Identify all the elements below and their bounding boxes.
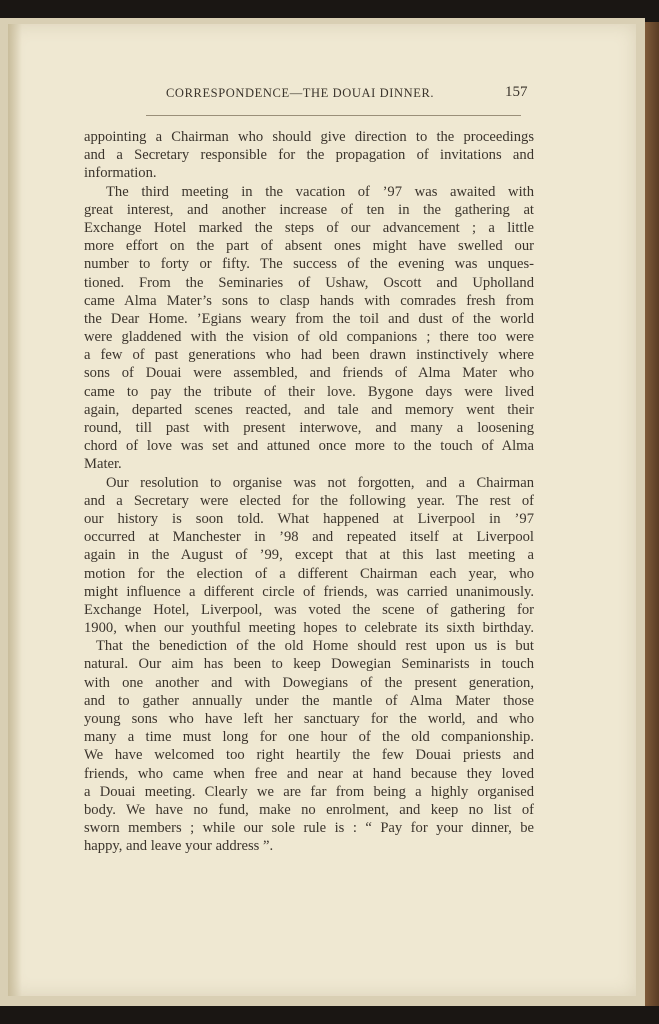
text-line: occurred at Manchester in ’98 and repeated itself at Liverpool — [84, 529, 534, 546]
text-line: a Douai meeting. Clearly we are far from being a highly organised — [84, 783, 534, 800]
text-line: happy, and leave your address ”. — [84, 838, 274, 855]
text-line: more effort on the part of absent ones might have swelled our — [84, 238, 534, 255]
text-line: our history is soon told. What happened at Liverpool in ’97 — [84, 510, 534, 527]
text-line: sons of Douai were assembled, and friends of Alma Mater who — [84, 365, 534, 382]
text-line: chord of love was set and attuned once more to the touch of Alma — [84, 438, 534, 455]
paragraph-start-line: That the benediction of the old Home should rest upon us is but — [96, 638, 534, 655]
text-line: and a Secretary responsible for the propagation of invitations and — [84, 147, 534, 164]
text-line: were gladdened with the vision of old companions ; there too were — [84, 329, 534, 346]
paragraph-start-line: The third meeting in the vacation of ’97 was awaited with — [106, 183, 534, 200]
text-line: We have welcomed too right heartily the few Douai priests and — [84, 747, 534, 764]
body-text — [84, 128, 534, 856]
text-line: number to forty or fifty. The success of the evening was unques- — [84, 256, 534, 273]
text-line: a few of past generations who had been drawn instinctively where — [84, 347, 534, 364]
text-line: 1900, when our youthful meeting hopes to celebrate its sixth birthday. — [84, 620, 534, 637]
text-line: many a time must long for one hour of the old companionship. — [84, 729, 534, 746]
text-line: Mater. — [84, 456, 122, 473]
page-gutter — [8, 24, 22, 996]
text-line: young sons who have left her sanctuary for the world, and who — [84, 711, 534, 727]
text-line: body. We have no fund, make no enrolment, and keep no list of — [84, 801, 534, 818]
text-line: information. — [84, 165, 157, 182]
text-line: sworn members ; while our sole rule is : “ Pay for your dinner, be — [84, 820, 534, 837]
text-line: great interest, and another increase of ten in the gathering at — [84, 201, 534, 218]
text-line: Exchange Hotel marked the steps of our advancement ; a little — [84, 219, 534, 236]
text-line: might influence a different circle of friends, was carried unanimously. — [84, 583, 534, 600]
header-rule — [146, 115, 521, 116]
text-line: the Dear Home. ’Egians weary from the toil and dust of the world — [84, 310, 534, 327]
text-line: came to pay the tribute of their love. Bygone days were lived — [84, 383, 534, 400]
text-line: and to gather annually under the mantle of Alma Mater those — [84, 692, 534, 709]
text-line: friends, who came when free and near at hand because they loved — [84, 765, 534, 782]
paragraph-start-line: Our resolution to organise was not forgotten, and a Chairman — [106, 474, 534, 491]
text-line: motion for the election of a different Chairman each year, who — [84, 565, 534, 582]
text-line: appointing a Chairman who should give direction to the proceedings — [84, 129, 534, 145]
page-number: 157 — [505, 84, 528, 100]
text-line: again, departed scenes reacted, and tale and memory went their — [84, 401, 534, 418]
text-line: came Alma Mater’s sons to clasp hands with comrades fresh from — [84, 292, 534, 309]
text-line: and a Secretary were elected for the following year. The rest of — [84, 492, 534, 509]
text-line: round, till past with present interwove, and many a loosening — [84, 420, 534, 436]
text-line: Exchange Hotel, Liverpool, was voted the scene of gathering for — [84, 601, 534, 618]
text-line: with one another and with Dowegians of the present generation, — [84, 674, 534, 691]
running-head-title: CORRESPONDENCE—THE DOUAI DINNER. — [166, 86, 435, 100]
text-line: again in the August of ’99, except that at this last meeting a — [84, 547, 534, 564]
running-head — [0, 84, 628, 106]
text-line: tioned. From the Seminaries of Ushaw, Oscott and Upholland — [84, 274, 534, 291]
text-line: natural. Our aim has been to keep Dowegian Seminarists in touch — [84, 656, 534, 673]
